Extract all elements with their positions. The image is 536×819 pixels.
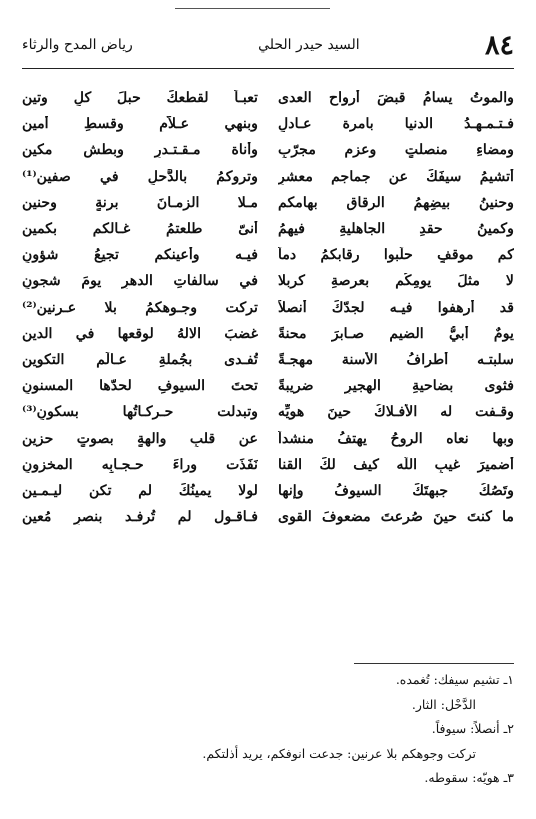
footnote-line: الدَّحْل: الثار. xyxy=(411,696,476,712)
hemistich-second: عن قلبِ والهةٍ بصوتٍ حزينِ xyxy=(22,430,258,447)
hemistich-second: مـلا الزمـانَ برنةٍ وحنينِ xyxy=(22,194,258,211)
verse xyxy=(22,373,514,399)
hemistich-first: قد أرهفوا فيـه لجدّكَ أنصلاً xyxy=(278,299,514,316)
hemistich-second: وبنهيِ عـلاّمٍ وقسطِ أمينِ xyxy=(22,116,258,133)
verse xyxy=(22,347,514,373)
verse xyxy=(22,268,514,294)
verse xyxy=(22,85,514,111)
hemistich-second: أنىّ طلعتمُ غـالكم بكمينِ xyxy=(22,221,258,238)
verse xyxy=(22,452,514,478)
hemistich-second: في سالفاتِ الدهرِ يومَ شجونِ xyxy=(22,273,258,290)
hemistich-second: تحتَ السيوفِ لحدّها المسنونِ xyxy=(22,378,258,395)
hemistich-first: وكمينُ حقدِ الجاهليةِ فيهمُ xyxy=(278,221,514,238)
verse xyxy=(22,242,514,268)
hemistich-second: فـاقـول لم تُرفـد بنصرِ مُعينِ xyxy=(22,509,258,526)
verse xyxy=(22,321,514,347)
verse xyxy=(22,137,514,163)
hemistich-first: أتشيمُ سيفَكَ عن جماجمِ معشرٍ xyxy=(278,168,514,185)
top-rule xyxy=(175,8,330,9)
hemistich-first: سلبتـه أطرافُ الأسنة مهجـةً xyxy=(278,351,514,368)
hemistich-second: تعبـاً لقطعكَ حبلَ كلٍ وتينِ xyxy=(22,90,258,107)
hemistich-second: فيـه وأعينكم تجيعُ شؤونِ xyxy=(22,247,258,264)
hemistich-first: ما كنتَ حينَ صُرعتَ مضعوفَ القوى xyxy=(278,509,514,526)
hemistich-first: كم موقفٍ حلّبوا رقابكمُ دماً xyxy=(278,247,514,264)
book-title: رياض المدح والرثاء xyxy=(22,37,133,53)
footnote-rule xyxy=(354,663,514,664)
hemistich-second: غضبَ الالهُ لوقعها في الدينِ xyxy=(22,325,258,342)
verse xyxy=(22,216,514,242)
hemistich-second: تركت وجـوهكمُ بلا عـرنينِ⁽²⁾ xyxy=(22,299,258,316)
hemistich-first: يومٌ أبيُّ الضيمِ صـابرَ محنةً xyxy=(278,325,514,342)
verse xyxy=(22,478,514,504)
footnotes xyxy=(22,668,514,791)
hemistich-second: تُفـدى بجُملةِ عـالَمِ التكوينِ xyxy=(22,351,258,368)
page-number: ٨٤ xyxy=(484,29,514,61)
hemistich-first: فثوى بضاحيةِ الهجيرِ ضريبةً xyxy=(278,378,514,395)
footnote-line: ٢ـ أنصلاً: سيوفاً. xyxy=(431,721,514,736)
hemistich-first: وحنينُ بيضِهمُ الرقاقِ بهامكم xyxy=(278,194,514,211)
verse xyxy=(22,504,514,530)
hemistich-first: أضميرَ غيبِ اللّه كيف لكَ القنا xyxy=(278,456,514,473)
running-title: السيد حيدر الحلي xyxy=(258,37,360,53)
hemistich-first: والموتُ يسامُ قبضَ أرواحِ العدى xyxy=(278,90,514,107)
footnote-line: ٣ـ هويّه: سقوطه. xyxy=(424,770,514,785)
hemistich-second: وتبدلت حـركـاتُها بسكونِ⁽³⁾ xyxy=(22,404,258,421)
hemistich-first: وقـفت له الأفـلاكُ حينَ هويِّه xyxy=(278,404,514,421)
hemistich-second: وتروكمُ بالدَّحلِ في صفينِ⁽¹⁾ xyxy=(22,168,258,185)
verse xyxy=(22,111,514,137)
verse xyxy=(22,295,514,321)
verse xyxy=(22,164,514,190)
hemistich-second: لولا يمينُكَ لم تكن ليـمـينِ xyxy=(22,482,258,499)
verse xyxy=(22,425,514,451)
footnote-line: تركت وجوهكم بلا عرنين: جدعت انوفكم، يريد أذلتكم. xyxy=(202,745,476,761)
hemistich-second: وأناة مـقـتـدرٍ وبطشِ مكينِ xyxy=(22,142,258,159)
hemistich-first: لا مثلَ يومِكُم بعرصةِ كربلا xyxy=(278,273,514,290)
hemistich-first: وتَصُكُ جبهتَكَ السيوفُ وإنها xyxy=(278,482,514,499)
footnote-line: ١ـ تشيم سيفك: تُغمده. xyxy=(395,672,514,687)
poem xyxy=(22,85,514,530)
verse xyxy=(22,190,514,216)
verse xyxy=(22,399,514,425)
hemistich-first: وبها نعاه الروحُ يهتفُ منشداً xyxy=(278,430,514,447)
hemistich-first: فـتـمـهـدُ الدنيا بامرة عـادلٍ xyxy=(278,116,514,133)
hemistich-first: ومضاءِ منصلتٍ وعزمِ مجرّبٍ xyxy=(278,142,514,159)
page-header xyxy=(22,22,514,69)
hemistich-second: نَفَذَت وراءَ حـجـابِه المخزونِ xyxy=(22,456,258,473)
